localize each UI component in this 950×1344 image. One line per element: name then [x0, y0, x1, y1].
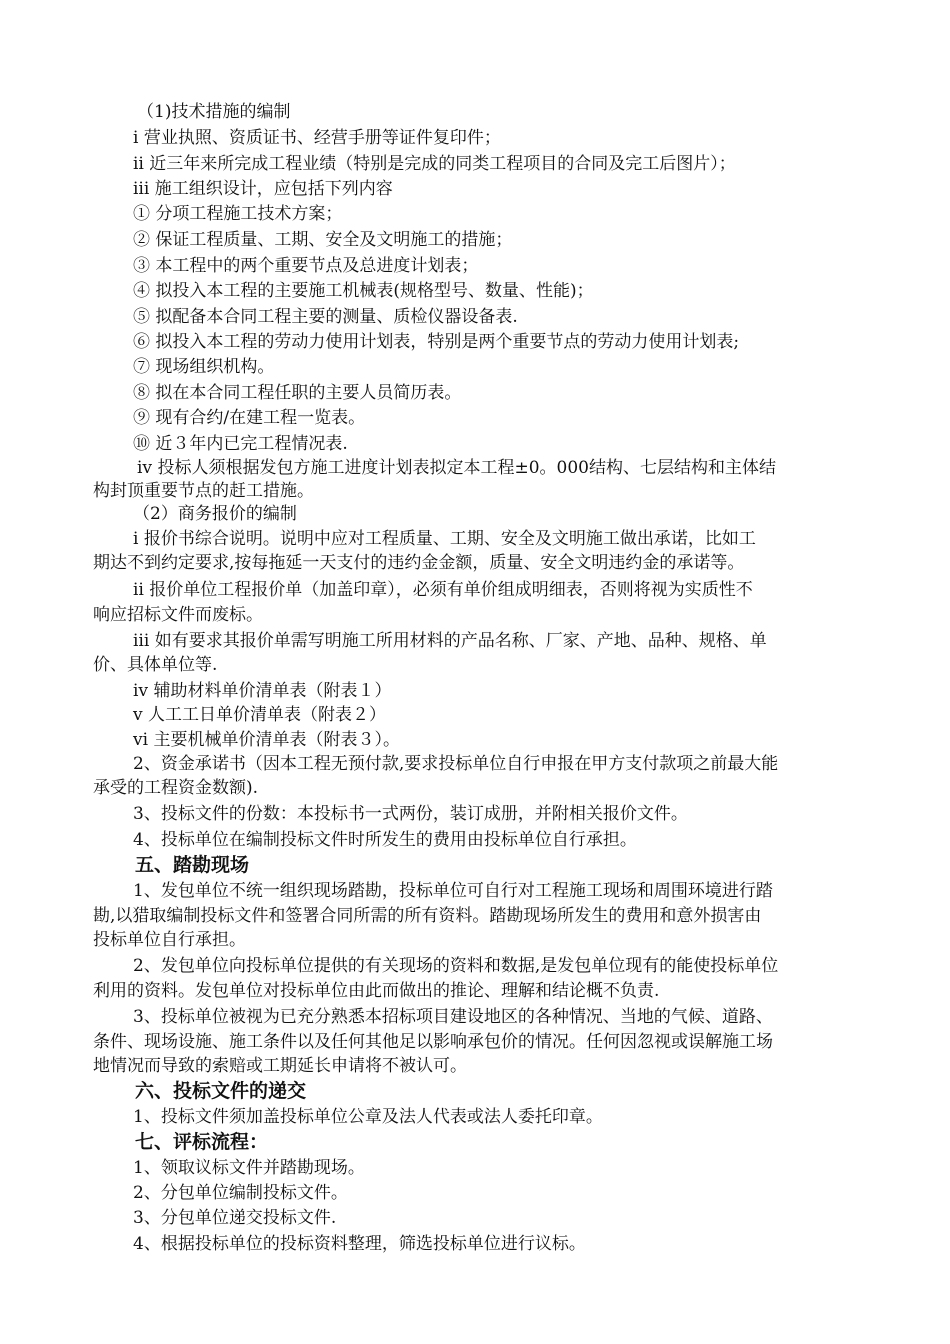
text-line: ② 保证工程质量、工期、安全及文明施工的措施； [133, 230, 513, 250]
text-line: ④ 拟投入本工程的主要施工机械表(规格型号、数量、性能)； [133, 281, 594, 301]
text-line: ⅰ 营业执照、资质证书、经营手册等证件复印件； [133, 128, 501, 148]
text-line: 3、投标文件的份数：本投标书一式两份，装订成册，并附相关报价文件。 [133, 804, 688, 824]
text-line: 2、发包单位向投标单位提供的有关现场的资料和数据,是发包单位现有的能使投标单位 [133, 956, 779, 976]
text-line: 3、投标单位被视为已充分熟悉本招标项目建设地区的各种情况、当地的气候、道路、 [133, 1007, 773, 1027]
text-line: 2、分包单位编制投标文件。 [133, 1183, 348, 1203]
text-line: ③ 本工程中的两个重要节点及总进度计划表； [133, 256, 479, 276]
text-line: 3、分包单位递交投标文件. [133, 1208, 337, 1228]
text-line: 勘,以猎取编制投标文件和签署合同所需的所有资料。踏勘现场所发生的费用和意外损害由 [93, 906, 762, 926]
text-line: 价、具体单位等. [93, 655, 218, 675]
text-line: 条件、现场设施、施工条件以及任何其他足以影响承包价的情况。任何因忽视或误解施工场 [93, 1032, 773, 1052]
text-line: 2、资金承诺书（因本工程无预付款,要求投标单位自行申报在甲方支付款项之前最大能 [133, 754, 779, 774]
text-line: ⑧ 拟在本合同工程任职的主要人员简历表。 [133, 383, 462, 403]
text-line: ⅳ 辅助材料单价清单表（附表１） [133, 681, 392, 701]
text-line: 1、发包单位不统一组织现场踏勘，投标单位可自行对工程施工现场和周围环境进行踏 [133, 881, 773, 901]
text-line: ⅲ 如有要求其报价单需写明施工所用材料的产品名称、厂家、产地、品种、规格、单 [133, 631, 767, 651]
text-line: ⑤ 拟配备本合同工程主要的测量、质检仪器设备表. [133, 307, 518, 327]
text-line: 响应招标文件而废标。 [93, 605, 263, 625]
text-line: 利用的资料。发包单位对投标单位由此而做出的推论、理解和结论概不负责. [93, 981, 660, 1001]
text-line: ⑨ 现有合约/在建工程一览表。 [133, 408, 366, 428]
section-heading-site-visit: 五、踏勘现场 [135, 854, 250, 876]
text-line: ⅱ 报价单位工程报价单（加盖印章），必须有单价组成明细表，否则将视为实质性不 [133, 580, 753, 600]
text-line: ⅰ 报价书综合说明。说明中应对工程质量、工期、安全及文明施工做出承诺，比如工 [133, 529, 756, 549]
text-line: ⑥ 拟投入本工程的劳动力使用计划表，特别是两个重要节点的劳动力使用计划表; [133, 332, 740, 352]
text-line: 1、领取议标文件并踏勘现场。 [133, 1158, 365, 1178]
commercial-quote-heading: （2）商务报价的编制 [133, 504, 297, 524]
text-line: ⅲ 施工组织设计，应包括下列内容 [133, 179, 393, 199]
text-line: 4、根据投标单位的投标资料整理，筛选投标单位进行议标。 [133, 1234, 586, 1254]
text-line: ⑩ 近３年内已完工程情况表. [133, 434, 348, 454]
text-line: 承受的工程资金数额). [93, 778, 259, 798]
text-line: 期达不到约定要求,按每拖延一天支付的违约金金额，质量、安全文明违约金的承诺等。 [93, 553, 745, 573]
technical-measures-heading: （1)技术措施的编制 [137, 102, 291, 122]
text-line: ⑦ 现场组织机构。 [133, 357, 275, 377]
text-line: 1、投标文件须加盖投标单位公章及法人代表或法人委托印章。 [133, 1107, 603, 1127]
text-line: 4、投标单位在编制投标文件时所发生的费用由投标单位自行承担。 [133, 830, 637, 850]
text-line: 投标单位自行承担。 [93, 930, 246, 950]
section-heading-bid-submission: 六、投标文件的递交 [135, 1080, 307, 1102]
text-line: 地情况而导致的索赔或工期延长申请将不被认可。 [93, 1056, 467, 1076]
section-heading-evaluation-process: 七、评标流程： [135, 1131, 269, 1153]
text-line: ⅵ 主要机械单价清单表（附表３）。 [133, 730, 400, 750]
text-line: ① 分项工程施工技术方案； [133, 204, 343, 224]
text-line: ⅳ 投标人须根据发包方施工进度计划表拟定本工程±0。000结构、七层结构和主体结 [137, 458, 776, 478]
text-line: ⅱ 近三年来所完成工程业绩（特别是完成的同类工程项目的合同及完工后图片）； [133, 154, 736, 174]
text-line: 构封顶重要节点的赶工措施。 [93, 481, 314, 501]
text-line: ⅴ 人工工日单价清单表（附表２） [133, 705, 387, 725]
